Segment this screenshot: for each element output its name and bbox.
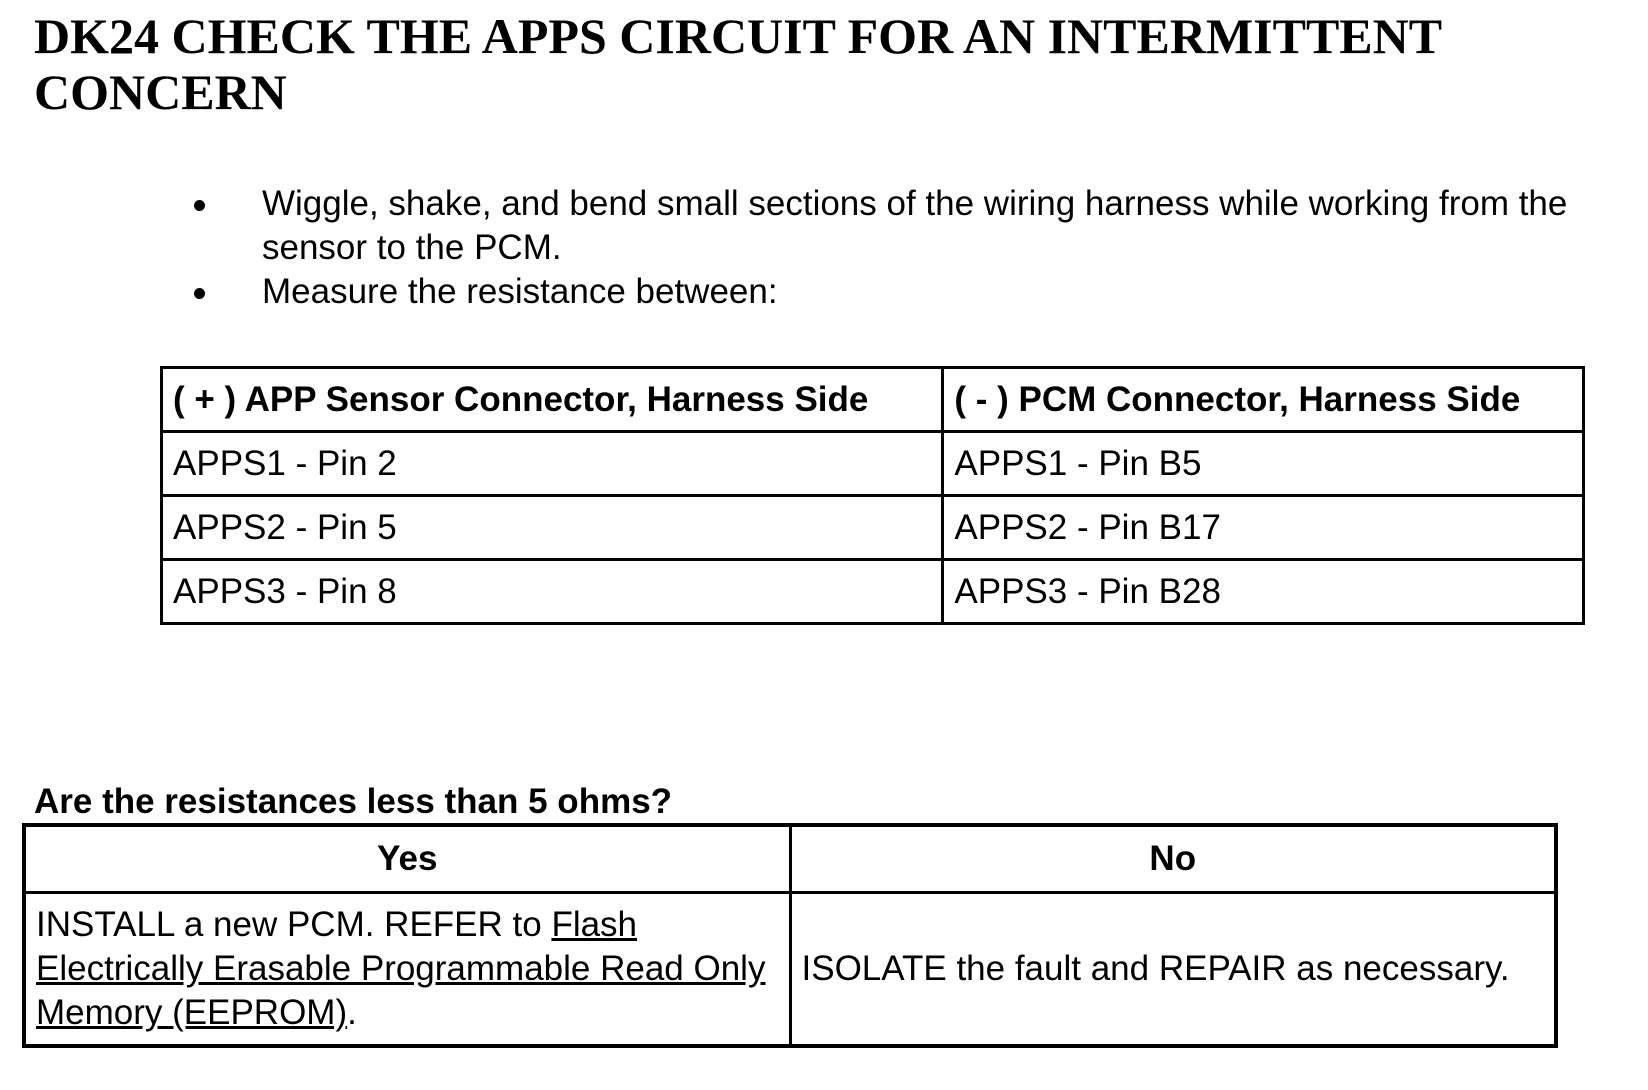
table-cell: APPS2 - Pin B17 xyxy=(943,496,1584,560)
decision-header-row xyxy=(24,825,1556,893)
page-title: DK24 CHECK THE APPS CIRCUIT FOR AN INTERMITTENT CONCERN xyxy=(34,8,1442,120)
column-header-positive: ( + ) APP Sensor Connector, Harness Side xyxy=(162,368,943,432)
pin-table xyxy=(160,366,1585,625)
table-cell: APPS1 - Pin B5 xyxy=(943,432,1584,496)
table-cell: APPS2 - Pin 5 xyxy=(162,496,943,560)
question-heading: Are the resistances less than 5 ohms? xyxy=(34,782,673,821)
decision-row xyxy=(24,893,1556,1047)
table-row xyxy=(162,496,1584,560)
instruction-list xyxy=(190,182,1640,314)
no-action: ISOLATE the fault and REPAIR as necessary. xyxy=(790,893,1556,1047)
instruction-item xyxy=(190,182,1640,270)
eeprom-link[interactable]: Flash Electrically Erasable Programmable Read Only Memory (EEPROM) xyxy=(36,905,766,1032)
bullet-icon xyxy=(194,288,205,299)
table-cell: APPS3 - Pin 8 xyxy=(162,560,943,624)
no-header: No xyxy=(790,825,1556,893)
bullet-icon xyxy=(194,200,205,211)
table-row xyxy=(162,432,1584,496)
yes-header: Yes xyxy=(24,825,790,893)
yes-action-text: INSTALL a new PCM. REFER to xyxy=(36,905,552,944)
table-header-row xyxy=(162,368,1584,432)
column-header-negative: ( - ) PCM Connector, Harness Side xyxy=(943,368,1584,432)
instruction-text: Wiggle, shake, and bend small sections of the wiring harness while working from the sensor to the PCM. xyxy=(262,184,1568,267)
instruction-item xyxy=(190,270,1640,314)
decision-table xyxy=(22,823,1558,1048)
table-cell: APPS3 - Pin B28 xyxy=(943,560,1584,624)
table-row xyxy=(162,560,1584,624)
instruction-text: Measure the resistance between: xyxy=(262,272,778,311)
yes-action xyxy=(24,893,790,1047)
table-cell: APPS1 - Pin 2 xyxy=(162,432,943,496)
yes-action-suffix: . xyxy=(347,993,357,1032)
